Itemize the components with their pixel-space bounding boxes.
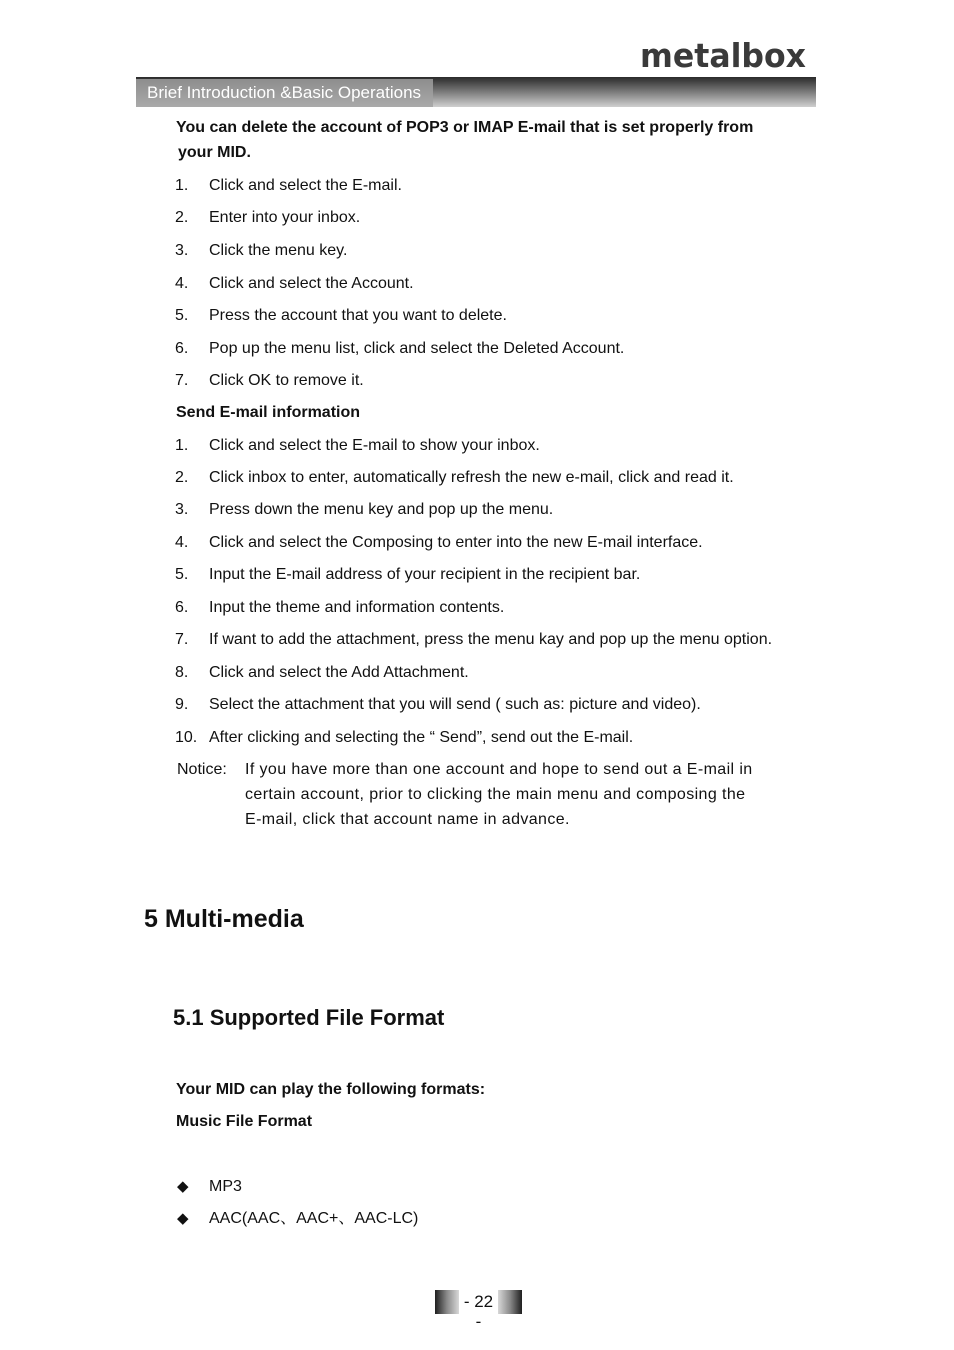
notice-line: certain account, prior to clicking the main menu and composing the <box>245 786 746 803</box>
step-text: If want to add the attachment, press the menu kay and pop up the menu option. <box>209 631 773 648</box>
notice-line: E-mail, click that account name in advance. <box>245 811 570 828</box>
step-number: 6. <box>175 599 189 616</box>
format-item: MP3 <box>209 1178 242 1195</box>
step-text: Pop up the menu list, click and select the Deleted Account. <box>209 340 625 357</box>
format-item: AAC(AAC、AAC+、AAC-LC) <box>209 1210 419 1227</box>
step-text: Select the attachment that you will send ( such as: picture and video). <box>209 696 701 713</box>
step-text: Input the theme and information contents. <box>209 599 505 616</box>
subsection-heading: 5.1 Supported File Format <box>173 1005 445 1030</box>
step-number: 1. <box>175 177 189 194</box>
step-text: Enter into your inbox. <box>209 209 361 226</box>
step-number: 7. <box>175 631 189 648</box>
step-number: 10. <box>175 729 198 746</box>
step-text: Click the menu key. <box>209 242 348 259</box>
section-label: Brief Introduction &Basic Operations <box>136 79 433 107</box>
step-text: After clicking and selecting the “ Send”, send out the E-mail. <box>209 729 634 746</box>
step-text: Input the E-mail address of your recipient in the recipient bar. <box>209 566 641 583</box>
page-number-box <box>435 1290 522 1331</box>
step-text: Click inbox to enter, automatically refresh the new e-mail, click and read it. <box>209 469 734 486</box>
metalbox-logo <box>640 38 806 72</box>
step-text: Click and select the Account. <box>209 275 414 292</box>
step-number: 7. <box>175 372 189 389</box>
diamond-bullet-icon: ◆ <box>177 1178 189 1195</box>
step-number: 4. <box>175 275 189 292</box>
diamond-bullet-icon: ◆ <box>177 1210 189 1227</box>
step-number: 3. <box>175 242 189 259</box>
page-number-left-gradient <box>435 1290 459 1314</box>
step-number: 9. <box>175 696 189 713</box>
send-email-title: Send E-mail information <box>176 404 361 421</box>
delete-intro-line1: You can delete the account of POP3 or IMAP E-mail that is set properly from <box>176 119 754 136</box>
step-number: 8. <box>175 664 189 681</box>
step-number: 1. <box>175 437 189 454</box>
step-number: 2. <box>175 209 189 226</box>
step-number: 6. <box>175 340 189 357</box>
step-text: Click OK to remove it. <box>209 372 364 389</box>
step-text: Press down the menu key and pop up the menu. <box>209 501 554 518</box>
step-text: Press the account that you want to delete. <box>209 307 507 324</box>
step-number: 4. <box>175 534 189 551</box>
delete-intro-line2: your MID. <box>178 144 251 161</box>
formats-intro: Your MID can play the following formats: <box>176 1081 486 1098</box>
notice-label: Notice: <box>177 761 227 778</box>
step-text: Click and select the Composing to enter into the new E-mail interface. <box>209 534 703 551</box>
step-number: 2. <box>175 469 189 486</box>
step-number: 3. <box>175 501 189 518</box>
step-number: 5. <box>175 307 189 324</box>
page-number-right-gradient <box>498 1290 522 1314</box>
step-text: Click and select the E-mail. <box>209 177 402 194</box>
section-heading: 5 Multi-media <box>144 905 304 933</box>
notice-line: If you have more than one account and hope to send out a E-mail in <box>245 761 753 778</box>
music-format-title: Music File Format <box>176 1113 313 1130</box>
step-number: 5. <box>175 566 189 583</box>
step-text: Click and select the Add Attachment. <box>209 664 469 681</box>
page-number: - 22 - <box>463 1292 494 1331</box>
step-text: Click and select the E-mail to show your inbox. <box>209 437 540 454</box>
logo-text: metalbox <box>640 38 806 72</box>
